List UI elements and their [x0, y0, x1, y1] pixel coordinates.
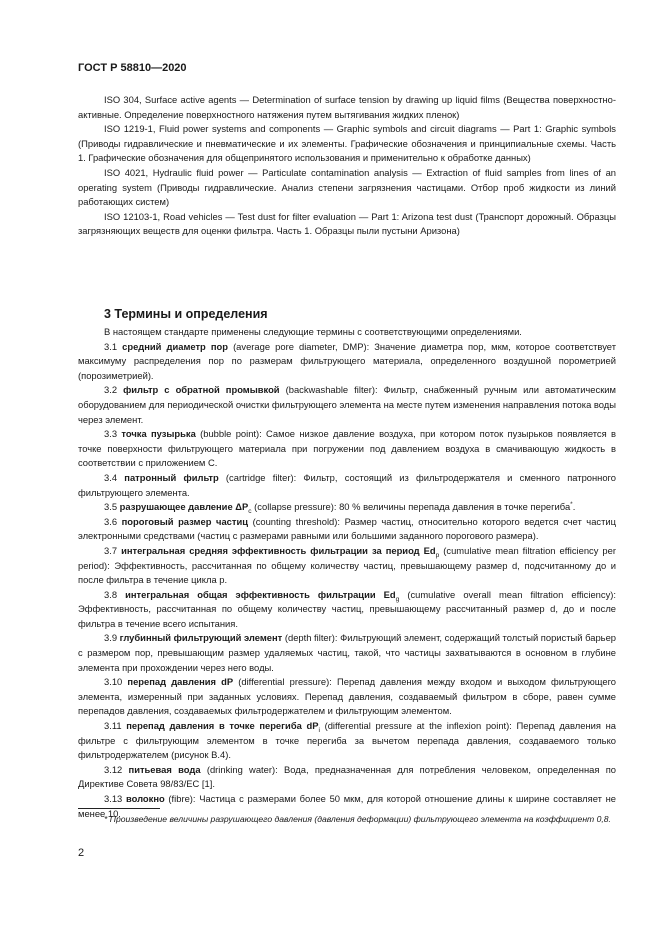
- term-entry: [78, 515, 616, 544]
- term-entry: [78, 471, 616, 500]
- term-definition: (drinking water): Вода, предназначенная для потребления человеком, определенная по Директиве Совета 98/83/ЕС [1].: [78, 763, 616, 790]
- term-name: пороговый размер частиц: [121, 515, 248, 527]
- standard-header: ГОСТ Р 58810—2020: [78, 62, 187, 74]
- term-number: 3.2: [104, 384, 118, 396]
- term-number: 3.5: [104, 501, 118, 513]
- term-name: точка пузырька: [121, 428, 196, 440]
- footnote-text: * Произведение величины разрушающего давления (давления деформации) фильтрующего элемента на коэффициент 0,8.: [104, 814, 611, 824]
- terms-list: [78, 340, 616, 822]
- term-number: 3.13: [104, 793, 123, 804]
- reference-item: ISO 1219-1, Fluid power systems and components — Graphic symbols and circuit diagrams — Part 1: Graphic symbols (Приводы гидравлические и пневматические и их элементы. Графические обозначения и принципиальные схемы. Часть 1. Графические обозначения для общепринятого использования и применительно к обработке данных): [78, 123, 616, 164]
- term-name: питьевая вода: [128, 763, 201, 775]
- term-definition: (backwashable filter): Фильтр, снабженный ручным или автоматическим оборудованием для периодической очистки фильтрующего элемента на месте путем изменения направления потока воды через элемент.: [78, 384, 616, 425]
- term-number: 3.6: [104, 515, 118, 527]
- term-number: 3.9: [104, 632, 118, 644]
- term-number: 3.1: [104, 340, 118, 352]
- term-entry: [78, 631, 616, 675]
- term-name: волокно: [125, 793, 165, 804]
- terms-section: [78, 306, 616, 821]
- footnote: [78, 813, 616, 825]
- footnote-separator: [78, 808, 160, 809]
- term-number: 3.8: [104, 588, 118, 600]
- term-entry: [78, 719, 616, 763]
- term-entry: [78, 675, 616, 719]
- term-name: фильтр с обратной промывкой: [123, 384, 280, 396]
- term-entry: [78, 588, 616, 632]
- term-number: 3.7: [104, 544, 118, 556]
- reference-item: ISO 304, Surface active agents — Determination of surface tension by drawing up liquid films (Вещества поверхностно-активные. Определение поверхностного натяжения путем вытягивания жидких пленок): [78, 94, 616, 120]
- reference-item: ISO 4021, Hydraulic fluid power — Particulate contamination analysis — Extraction of fluid samples from lines of an operating system (Приводы гидравлические. Анализ степени загрязнения частицами. Отбор проб жидкости из линий работающих систем): [78, 166, 616, 208]
- term-definition: (cumulative overall mean filtration efficiency): Эффективность, рассчитанная по общему количеству частиц, превышающему рассчитанный размер d, до и после фильтра в течение всего испытания.: [78, 588, 616, 629]
- term-definition: (differential pressure at the inflexion point): Перепад давления на фильтре с фильтрующим элементом в точке перегиба за вычетом перепада давления, создаваемого только фильтродержателем (рисунок В.4).: [78, 720, 616, 761]
- term-number: 3.11: [104, 720, 122, 732]
- term-definition: (cartridge filter): Фильтр, состоящий из фильтродержателя и сменного патронного фильтрующего элемента.: [78, 471, 616, 498]
- term-definition: (average pore diameter, DMP): Значение диаметра пор, мкм, которое соответствует максимуму распределения пор по размерам фильтрующего материала, определенного воздушной порометрией (порозиметрией).: [78, 340, 616, 381]
- term-name: разрушающее давление ΔP: [119, 501, 249, 513]
- term-subscript: c: [248, 508, 252, 515]
- term-name: интегральная средняя эффективность фильтрации за период Ed: [121, 544, 436, 556]
- term-definition: (collapse pressure): 80 % величины перепада давления в точке перегиба: [251, 501, 571, 513]
- term-subscript: g: [395, 595, 400, 603]
- term-definition: (fibre): Частица с размерами более 50 мкм, для которой отношение длины к ширине составляет не менее 10.: [78, 793, 616, 819]
- term-entry: [78, 544, 616, 588]
- term-entry: [78, 340, 616, 384]
- normative-references: [78, 93, 616, 239]
- term-subscript: i: [318, 726, 320, 734]
- term-definition: (counting threshold): Размер частиц, относительно которого ведется счет частиц электронными средствами (частиц с размерами равными или большими заданного порогового размера).: [78, 515, 616, 542]
- section-intro: В настоящем стандарте применены следующие термины с соответствующими определениями.: [104, 326, 522, 337]
- term-entry: [78, 500, 616, 515]
- term-number: 3.10: [104, 676, 123, 688]
- reference-item: ISO 12103-1, Road vehicles — Test dust for filter evaluation — Part 1: Arizona test dust (Транспорт дорожный. Образцы загрязняющих веществ для оценки фильтра. Часть 1. Образцы пыли пустыни Аризона): [78, 210, 616, 237]
- term-definition: (cumulative mean filtration efficiency per period): Эффективность, рассчитанная по общему количеству частиц, превышающему размер d, подсчитанному до и после фильтра в течение цикла р.: [78, 544, 616, 586]
- term-name: перепад давления dP: [127, 676, 234, 688]
- term-number: 3.3: [104, 428, 118, 440]
- term-definition: (depth filter): Фильтрующий элемент, содержащий толстый пористый барьер с размером пор, превышающим размер удаляемых частиц, такой, что частицы захватываются в основном в глубине элемента при прохождении через него воды.: [78, 632, 616, 673]
- term-number: 3.12: [104, 763, 123, 775]
- term-name: глубинный фильтрующий элемент: [119, 632, 283, 644]
- footnote-mark: *: [570, 501, 573, 508]
- term-number: 3.4: [104, 471, 118, 483]
- term-entry: [78, 763, 616, 792]
- term-name: интегральная общая эффективность фильтрации Ed: [125, 588, 396, 600]
- section-title: 3 Термины и определения: [104, 307, 268, 321]
- term-definition: (differential pressure): Перепад давления между входом и выходом фильтрующего элемента, измеренный при заданных условиях. Перепад давления, создаваемый фильтром в сборе, равен сумме перепадов давления, создаваемых фильтродержателем и фильтрующим элементом.: [78, 676, 616, 717]
- term-definition: (bubble point): Самое низкое давление воздуха, при котором поток пузырьков появляется в точке поверхности фильтрующего материала при погружении под давлением воздуха в смачивающую жидкость в соответствии с приложением С.: [78, 428, 616, 469]
- term-subscript: p: [435, 551, 440, 559]
- term-entry: [78, 427, 616, 471]
- term-name: средний диаметр пор: [122, 340, 228, 352]
- page-number: 2: [78, 847, 85, 859]
- term-name: патронный фильтр: [124, 471, 219, 483]
- term-entry: [78, 383, 616, 427]
- term-tail: .: [572, 501, 576, 513]
- term-name: перепад давления в точке перегиба dP: [126, 720, 319, 732]
